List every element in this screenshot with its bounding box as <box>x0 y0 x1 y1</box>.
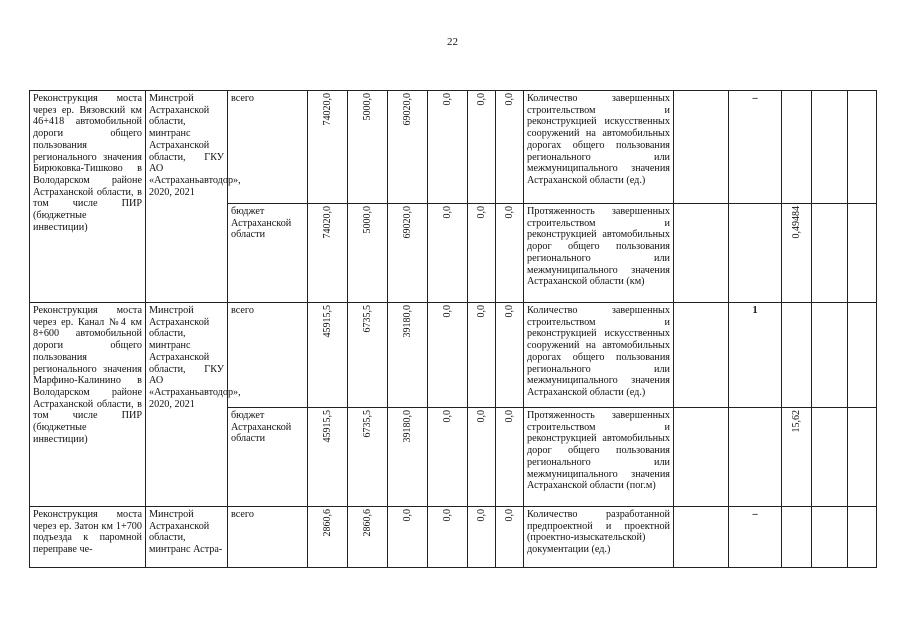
empty-cell <box>848 91 877 204</box>
value-cell <box>308 91 348 204</box>
value-2024: 0,0 <box>503 93 515 106</box>
table-row <box>30 303 877 408</box>
value-cell <box>496 303 524 408</box>
funding-source: всего <box>228 303 308 408</box>
indicator-text: Количество завершенных строительством и реконструкцией искусственных сооружений на автомобильных дорогах общего пользования регионального или межмуниципального значения Астраханской области (ед.) <box>524 303 674 408</box>
value-cell <box>348 408 388 507</box>
value-cell <box>468 408 496 507</box>
value-2022: 0,0 <box>441 93 453 106</box>
table-row <box>30 91 877 204</box>
target-cell <box>782 303 812 408</box>
empty-cell <box>674 91 729 204</box>
indicator-mark <box>729 408 782 507</box>
value-total: 74020,0 <box>321 93 333 126</box>
indicator-mark: 1 <box>729 303 782 408</box>
value-cell <box>428 204 468 303</box>
value-2023: 0,0 <box>475 206 487 219</box>
value-cell <box>308 507 348 568</box>
value-cell <box>468 303 496 408</box>
funding-source: бюджет Астраханской области <box>228 204 308 303</box>
value-2023: 0,0 <box>475 93 487 106</box>
value-2020: 5000,0 <box>361 93 373 121</box>
value-cell <box>388 204 428 303</box>
value-2020: 5000,0 <box>361 206 373 234</box>
value-2024: 0,0 <box>503 305 515 318</box>
value-cell <box>388 91 428 204</box>
value-cell <box>388 303 428 408</box>
indicator-text: Протяженность завершенных строительством и реконструкцией автомобильных дорог общего пользования регионального или межмуниципального значения Астраханской области (пог.м) <box>524 408 674 507</box>
value-2023: 0,0 <box>475 410 487 423</box>
empty-cell <box>812 204 848 303</box>
project-executor: Минстрой Астраханской области, минтранс Астра- <box>146 507 228 568</box>
indicator-mark <box>729 204 782 303</box>
value-2024: 0,0 <box>503 509 515 522</box>
empty-cell <box>848 303 877 408</box>
funding-source: всего <box>228 91 308 204</box>
value-cell <box>428 91 468 204</box>
project-name: Реконструкция моста через ер. Канал №4 км 8+600 автомобильной дороги общего пользования регионального значения Марфино-Калинино в Володарском районе Астраханской области, в том числе ПИР (бюджетные инвестиции) <box>30 303 146 507</box>
empty-cell <box>674 408 729 507</box>
value-cell <box>348 507 388 568</box>
value-2021: 69020,0 <box>401 93 413 126</box>
empty-cell <box>812 408 848 507</box>
empty-cell <box>674 204 729 303</box>
value-cell <box>308 303 348 408</box>
empty-cell <box>848 408 877 507</box>
indicator-text: Количество разработанной предпроектной и проектной (проектно-изыскательской) документации (ед.) <box>524 507 674 568</box>
funding-source: всего <box>228 507 308 568</box>
value-2020: 6735,5 <box>361 410 373 438</box>
empty-cell <box>812 91 848 204</box>
value-cell <box>496 204 524 303</box>
value-cell <box>348 91 388 204</box>
value-cell <box>428 303 468 408</box>
value-2023: 0,0 <box>475 509 487 522</box>
value-2024: 0,0 <box>503 410 515 423</box>
indicator-mark: – <box>729 91 782 204</box>
value-2020: 2860,6 <box>361 509 373 537</box>
value-cell <box>496 408 524 507</box>
value-cell <box>468 507 496 568</box>
empty-cell <box>848 507 877 568</box>
funding-source: бюджет Астраханской области <box>228 408 308 507</box>
value-cell <box>308 204 348 303</box>
value-2021: 69020,0 <box>401 206 413 239</box>
indicator-text: Протяженность завершенных строительством и реконструкцией автомобильных дорог общего пользования регионального или межмуниципального значения Астраханской области (км) <box>524 204 674 303</box>
indicator-mark: – <box>729 507 782 568</box>
target-value: 0,49484 <box>790 206 802 239</box>
value-cell <box>496 91 524 204</box>
value-2024: 0,0 <box>503 206 515 219</box>
value-cell <box>388 507 428 568</box>
program-table <box>29 90 877 568</box>
value-2022: 0,0 <box>441 509 453 522</box>
value-total: 45915,5 <box>321 410 333 443</box>
project-executor: Минстрой Астраханской области, минтранс Астраханской области, ГКУ АО «Астраханьавтодор», 2020, 2021 <box>146 91 228 303</box>
value-cell <box>428 408 468 507</box>
target-cell <box>782 408 812 507</box>
value-2023: 0,0 <box>475 305 487 318</box>
value-2021: 0,0 <box>401 509 413 522</box>
value-2021: 39180,0 <box>401 305 413 338</box>
empty-cell <box>812 507 848 568</box>
value-cell <box>308 408 348 507</box>
page-number: 22 <box>447 36 458 48</box>
value-cell <box>468 91 496 204</box>
project-name: Реконструкция моста через ер. Затон км 1+700 подъезда к паромной переправе че- <box>30 507 146 568</box>
value-total: 45915,5 <box>321 305 333 338</box>
value-total: 74020,0 <box>321 206 333 239</box>
value-cell <box>348 303 388 408</box>
value-cell <box>388 408 428 507</box>
project-name: Реконструкция моста через ер. Вязовский км 46+418 автомобильной дороги общего пользования регионального значения Бирюковка-Тишково в Володарском районе Астраханской области, в том числе ПИР (бюджетные инвестиции) <box>30 91 146 303</box>
target-value: 15,62 <box>790 410 802 433</box>
value-2022: 0,0 <box>441 206 453 219</box>
value-cell <box>468 204 496 303</box>
table-row <box>30 507 877 568</box>
value-2022: 0,0 <box>441 305 453 318</box>
value-cell <box>348 204 388 303</box>
indicator-text: Количество завершенных строительством и реконструкцией искусственных сооружений на автомобильных дорогах общего пользования регионального или межмуниципального значения Астраханской области (ед.) <box>524 91 674 204</box>
target-cell <box>782 91 812 204</box>
value-2021: 39180,0 <box>401 410 413 443</box>
target-cell <box>782 204 812 303</box>
value-2022: 0,0 <box>441 410 453 423</box>
project-executor: Минстрой Астраханской области, минтранс Астраханской области, ГКУ АО «Астраханьавтодор», 2020, 2021 <box>146 303 228 507</box>
value-cell <box>428 507 468 568</box>
empty-cell <box>848 204 877 303</box>
value-cell <box>496 507 524 568</box>
empty-cell <box>674 507 729 568</box>
empty-cell <box>674 303 729 408</box>
empty-cell <box>812 303 848 408</box>
value-2020: 6735,5 <box>361 305 373 333</box>
target-cell <box>782 507 812 568</box>
value-total: 2860,6 <box>321 509 333 537</box>
